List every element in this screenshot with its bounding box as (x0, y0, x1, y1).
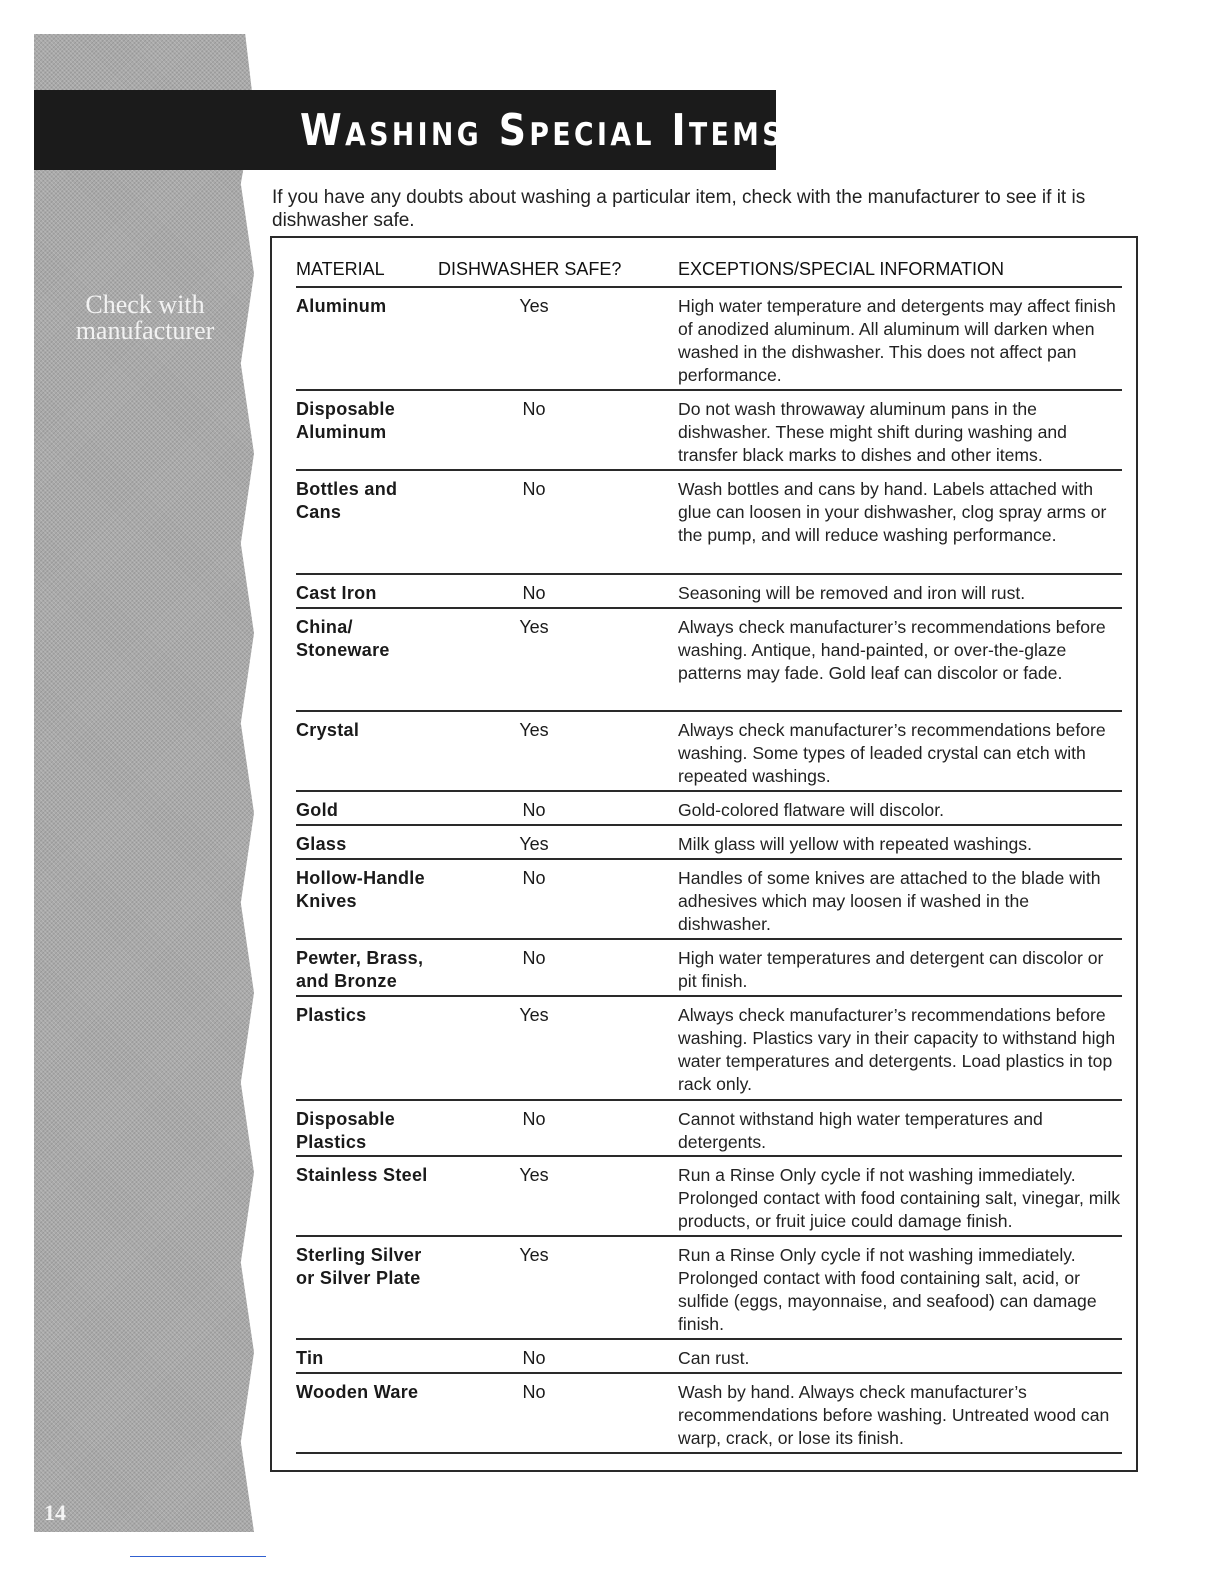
material-cell: Plastics (296, 1005, 367, 1025)
dishwasher-safe-cell: No (522, 1348, 546, 1368)
special-info-cell: Run a Rinse Only cycle if not washing immediately. Prolonged contact with food containing salt, vinegar, milk products, or fruit juice could damage finish. (678, 1165, 1121, 1231)
dishwasher-safe-cell: Yes (519, 296, 549, 316)
table-row (296, 391, 1122, 471)
dishwasher-safe-cell: No (522, 1382, 546, 1402)
material-cell: Crystal (296, 720, 360, 740)
table-row (296, 997, 1122, 1101)
table-row (296, 575, 1122, 609)
dishwasher-safe-cell: Yes (519, 1005, 549, 1025)
table-row (296, 712, 1122, 792)
table-row (296, 1237, 1122, 1340)
dishwasher-safe-cell: No (522, 868, 546, 888)
table-row (296, 609, 1122, 712)
special-info-cell: Run a Rinse Only cycle if not washing immediately. Prolonged contact with food containing salt, acid, or sulfide (eggs, mayonnaise, and seafood) can damage finish. (678, 1245, 1097, 1334)
sidebar-band (34, 34, 254, 1532)
material-cell: Stainless Steel (296, 1165, 428, 1185)
special-items-table (270, 236, 1138, 1472)
material-cell: Disposable Aluminum (296, 399, 396, 442)
sidebar-note: Check with manufacturer (75, 290, 215, 345)
special-info-cell: Can rust. (678, 1348, 750, 1368)
table-row (296, 1101, 1122, 1157)
dishwasher-safe-cell: No (522, 583, 546, 603)
dishwasher-safe-cell: Yes (519, 617, 549, 637)
material-cell: Pewter, Brass, and Bronze (296, 948, 424, 991)
dishwasher-safe-cell: No (522, 1109, 546, 1129)
dishwasher-safe-cell: No (522, 800, 546, 820)
table-row (296, 288, 1122, 391)
special-info-cell: Always check manufacturer’s recommendations before washing. Plastics vary in their capacity to withstand high water temperatures and detergents. Load plastics in top rack only. (678, 1005, 1116, 1094)
table-header-row (296, 256, 1122, 288)
special-info-cell: Do not wash throwaway aluminum pans in the dishwasher. These might shift during washing and transfer black marks to dishes and other items. (678, 399, 1067, 465)
dishwasher-safe-cell: Yes (519, 720, 549, 740)
special-info-cell: Milk glass will yellow with repeated washings. (678, 834, 1032, 854)
table-body (296, 288, 1122, 1454)
dishwasher-safe-cell: Yes (519, 1165, 549, 1185)
special-info-cell: Handles of some knives are attached to the blade with adhesives which may loosen if washed in the dishwasher. (678, 868, 1101, 934)
dishwasher-safe-cell: No (522, 948, 546, 968)
header-special-information: EXCEPTIONS/SPECIAL INFORMATION (678, 259, 1005, 279)
special-info-cell: Gold-colored flatware will discolor. (678, 800, 944, 820)
table-row (296, 1340, 1122, 1374)
material-cell: Disposable Plastics (296, 1109, 396, 1152)
material-cell: Tin (296, 1348, 324, 1368)
material-cell: Glass (296, 834, 347, 854)
special-info-cell: Wash by hand. Always check manufacturer’s recommendations before washing. Untreated wood can warp, crack, or lose its finish. (678, 1382, 1110, 1448)
table-row (296, 792, 1122, 826)
table-row (296, 1374, 1122, 1454)
material-cell: Hollow-Handle Knives (296, 868, 425, 911)
header-dishwasher-safe: DISHWASHER SAFE? (438, 259, 622, 279)
intro-paragraph: If you have any doubts about washing a particular item, check with the manufacturer to see if it is dishwasher safe. (272, 187, 1086, 231)
table-row (296, 826, 1122, 860)
table-row (296, 860, 1122, 940)
page-title: Washing Special Items (300, 105, 785, 156)
dishwasher-safe-cell: No (522, 399, 546, 419)
special-info-cell: Wash bottles and cans by hand. Labels attached with glue can loosen in your dishwasher, clog spray arms or the pump, and will reduce washing performance. (678, 479, 1107, 545)
material-cell: Sterling Silver or Silver Plate (296, 1245, 422, 1288)
special-info-cell: Always check manufacturer’s recommendations before washing. Antique, hand-painted, or over-the-glaze patterns may fade. Gold leaf can discolor or fade. (678, 617, 1106, 683)
table-row (296, 471, 1122, 575)
footer-rule (130, 1556, 266, 1557)
material-cell: Wooden Ware (296, 1382, 419, 1402)
table-row (296, 940, 1122, 997)
special-info-cell: High water temperatures and detergent can discolor or pit finish. (678, 948, 1104, 991)
special-info-cell: Always check manufacturer’s recommendations before washing. Some types of leaded crystal can etch with repeated washings. (678, 720, 1106, 786)
table-row (296, 1157, 1122, 1237)
dishwasher-safe-cell: No (522, 479, 546, 499)
page-number: 14 (44, 1500, 66, 1525)
header-material: MATERIAL (296, 259, 385, 279)
material-cell: Gold (296, 800, 339, 820)
dishwasher-safe-cell: Yes (519, 834, 549, 854)
material-cell: Cast Iron (296, 583, 377, 603)
table-grid (296, 256, 1122, 1454)
special-info-cell: Seasoning will be removed and iron will rust. (678, 583, 1026, 603)
material-cell: China/ Stoneware (296, 617, 390, 660)
material-cell: Aluminum (296, 296, 387, 316)
material-cell: Bottles and Cans (296, 479, 398, 522)
dishwasher-safe-cell: Yes (519, 1245, 549, 1265)
special-info-cell: Cannot withstand high water temperatures and detergents. (678, 1109, 1043, 1152)
special-info-cell: High water temperature and detergents may affect finish of anodized aluminum. All aluminum will darken when washed in the dishwasher. This does not affect pan performance. (678, 296, 1116, 385)
